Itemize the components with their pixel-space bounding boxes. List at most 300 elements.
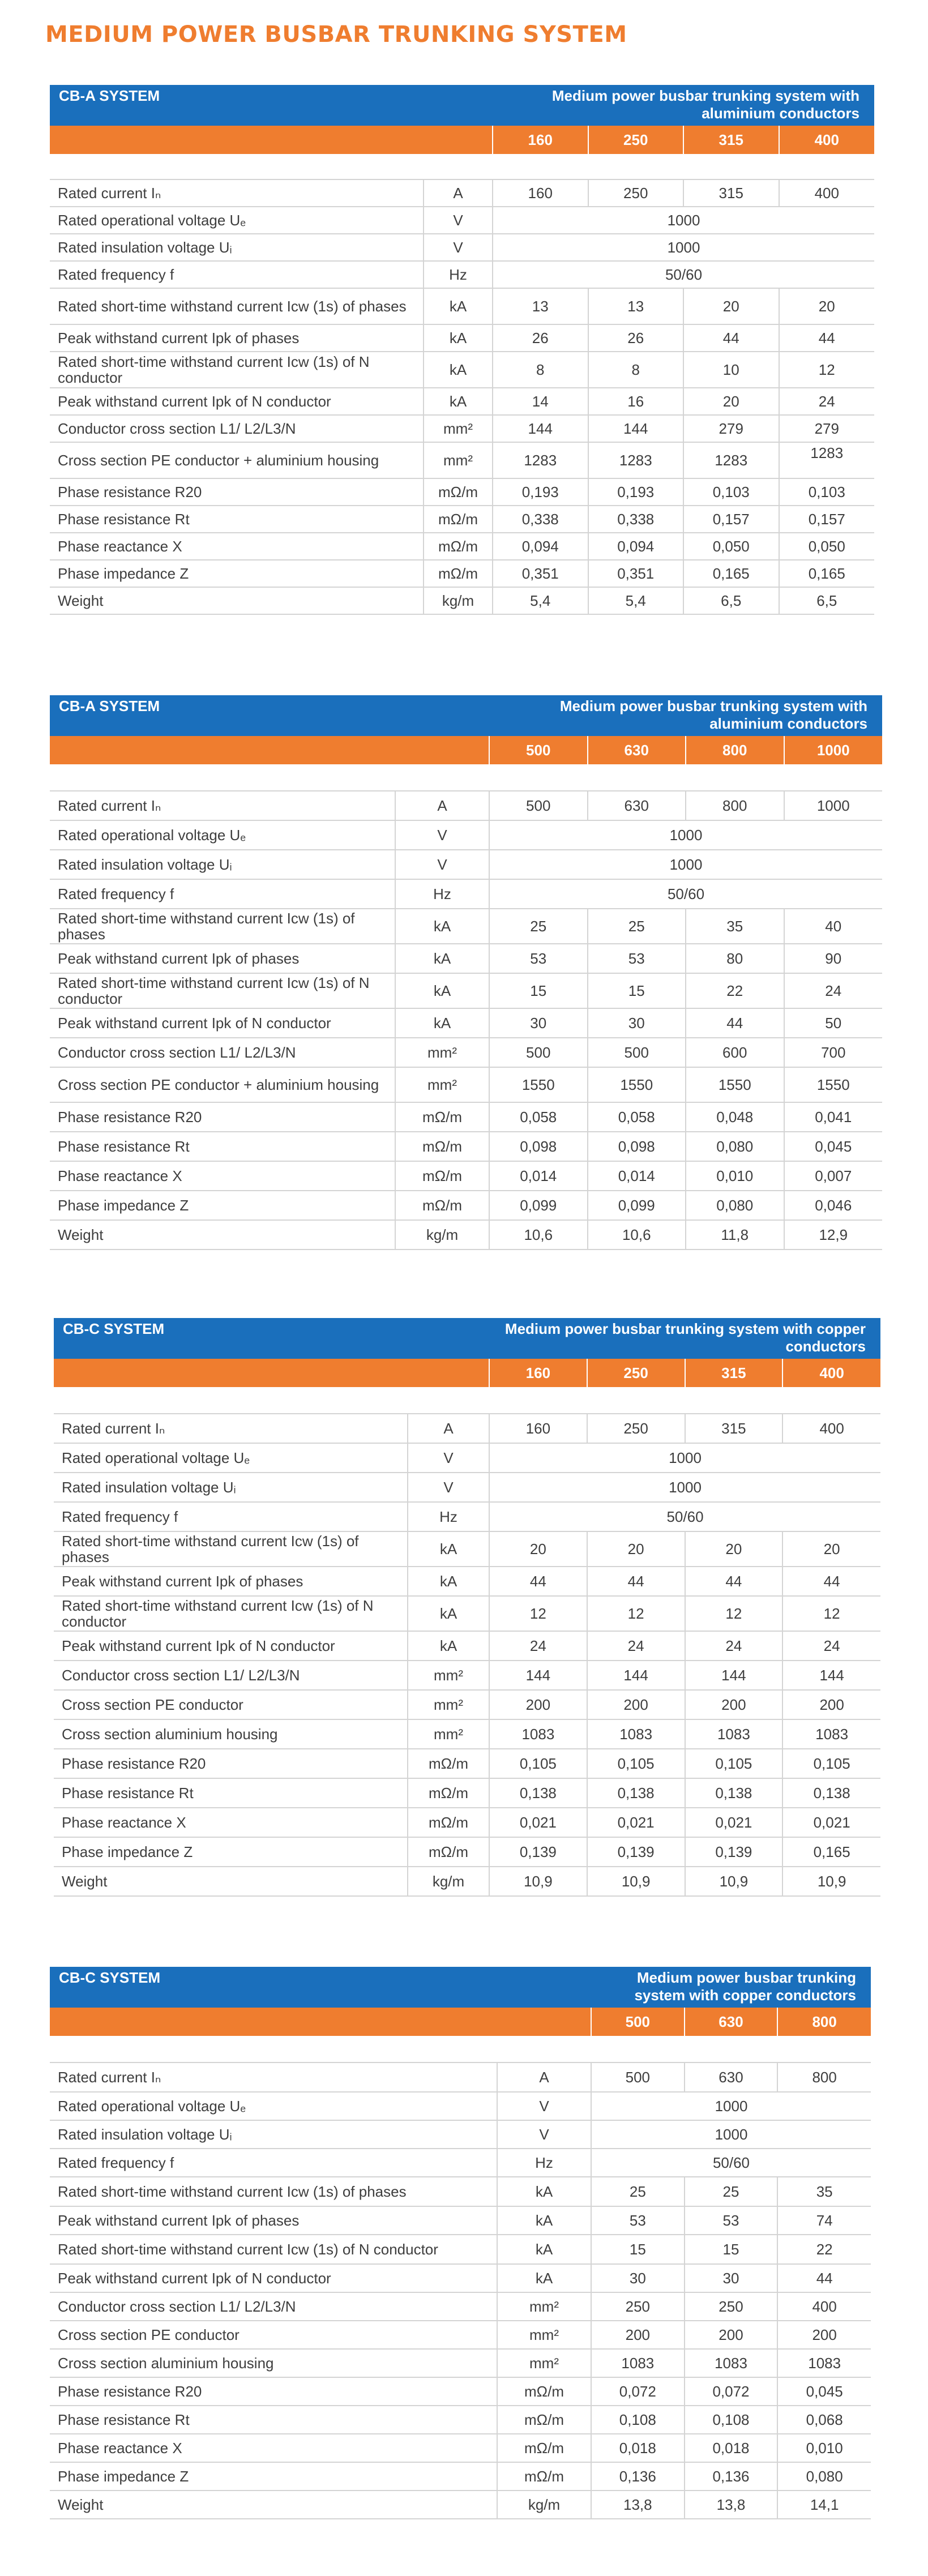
table-row [50, 478, 874, 506]
value-cell: 630 [588, 791, 686, 820]
value-cell: 500 [489, 791, 588, 820]
param-phase-impedance-z: Phase impedance Z [50, 1191, 395, 1220]
value-cell: 200 [489, 1690, 587, 1719]
value-cell: 0,351 [493, 560, 588, 587]
unit-cell: mΩ/m [395, 1102, 489, 1132]
system-name: CB-C SYSTEM [50, 1967, 591, 2008]
value-cell: 53 [588, 944, 686, 973]
value-cell: 800 [777, 2062, 871, 2092]
value-cell: 0,021 [782, 1808, 880, 1837]
param-peak-withstand-current-ipk-of-n-conductor: Peak withstand current Ipk of N conductor [50, 1008, 395, 1038]
system-description: Medium power busbar trunking system with aluminium conductors [493, 85, 874, 126]
table-row [50, 820, 882, 850]
unit-cell: Hz [395, 879, 489, 909]
value-cell: 15 [588, 973, 686, 1008]
value-cell: 13,8 [591, 2491, 685, 2519]
unit-cell: A [395, 791, 489, 820]
param-rated-operational-voltage-u: Rated operational voltage Uₑ [54, 1443, 408, 1473]
param-conductor-cross-section-l1-l2-l3-n: Conductor cross section L1/ L2/L3/N [54, 1661, 408, 1690]
value-cell: 0,080 [686, 1191, 784, 1220]
table-row [54, 1749, 880, 1778]
value-cell: 24 [784, 973, 883, 1008]
table-row [50, 2349, 871, 2377]
unit-cell: mΩ/m [497, 2434, 591, 2462]
value-cell-merged: 50/60 [489, 879, 882, 909]
value-cell: 44 [686, 1008, 784, 1038]
value-cell: 20 [683, 388, 779, 415]
table-row [50, 207, 874, 234]
value-cell: 0,014 [588, 1161, 686, 1191]
table-row [54, 1531, 880, 1567]
value-cell: 0,105 [685, 1749, 783, 1778]
param-rated-short-time-withstand-current-icw-1s-of-pha: Rated short-time withstand current Icw (1s) of phases [54, 1531, 408, 1567]
table-row [50, 850, 882, 879]
value-cell: 30 [591, 2264, 685, 2292]
value-cell: 14,1 [777, 2491, 871, 2519]
value-cell: 630 [685, 2062, 778, 2092]
param-rated-frequency-f: Rated frequency f [50, 879, 395, 909]
value-cell-merged: 50/60 [591, 2149, 871, 2177]
table-row [50, 2092, 871, 2120]
value-cell: 15 [591, 2235, 685, 2264]
table-row [50, 261, 874, 288]
value-cell: 250 [587, 1414, 685, 1443]
value-cell: 50 [784, 1008, 883, 1038]
rating-column-header: 160 [489, 1359, 587, 1387]
value-cell: 1083 [587, 1719, 685, 1749]
value-cell: 0,098 [489, 1132, 588, 1161]
value-cell: 35 [686, 909, 784, 944]
param-rated-current-i: Rated current Iₙ [54, 1414, 408, 1443]
table-row [54, 1596, 880, 1631]
value-cell: 10,9 [782, 1867, 880, 1896]
value-cell-merged: 1000 [489, 1443, 880, 1473]
param-weight: Weight [54, 1867, 408, 1896]
value-cell-merged: 1000 [489, 1473, 880, 1502]
value-cell: 15 [685, 2235, 778, 2264]
value-cell: 25 [591, 2177, 685, 2206]
value-cell: 24 [685, 1631, 783, 1661]
unit-cell: kA [395, 1008, 489, 1038]
value-cell: 0,338 [493, 506, 588, 533]
rating-column-header: 630 [588, 736, 686, 764]
value-cell: 0,014 [489, 1161, 588, 1191]
param-rated-current-i: Rated current Iₙ [50, 179, 424, 207]
value-cell: 12 [489, 1596, 587, 1631]
rating-header-blank [54, 1359, 489, 1387]
value-cell: 600 [686, 1038, 784, 1067]
value-cell: 0,157 [779, 506, 875, 533]
value-cell-merged: 1000 [489, 820, 882, 850]
table-row [54, 1837, 880, 1867]
value-cell: 0,048 [686, 1102, 784, 1132]
rating-column-header: 1000 [784, 736, 883, 764]
unit-cell: V [497, 2120, 591, 2149]
value-cell: 20 [779, 288, 875, 324]
param-peak-withstand-current-ipk-of-phases: Peak withstand current Ipk of phases [54, 1567, 408, 1596]
value-cell: 12 [587, 1596, 685, 1631]
param-phase-reactance-x: Phase reactance X [50, 2434, 497, 2462]
unit-cell: kA [497, 2177, 591, 2206]
table-row [50, 2120, 871, 2149]
value-cell: 0,045 [777, 2377, 871, 2406]
value-cell: 25 [588, 909, 686, 944]
table-row [50, 533, 874, 560]
value-cell: 1283 [588, 442, 684, 478]
table-row [50, 2462, 871, 2491]
unit-cell: kA [408, 1567, 489, 1596]
value-cell: 13,8 [685, 2491, 778, 2519]
spec-table [54, 1318, 880, 1897]
value-cell: 80 [686, 944, 784, 973]
unit-cell: mΩ/m [424, 506, 493, 533]
param-rated-frequency-f: Rated frequency f [50, 261, 424, 288]
rating-header-row [50, 736, 882, 764]
value-cell: 90 [784, 944, 883, 973]
unit-cell: V [395, 820, 489, 850]
param-phase-reactance-x: Phase reactance X [50, 1161, 395, 1191]
param-cross-section-pe-conductor-aluminium-housing: Cross section PE conductor + aluminium housing [50, 442, 424, 478]
value-cell: 20 [782, 1531, 880, 1567]
value-cell: 1083 [777, 2349, 871, 2377]
value-cell: 24 [587, 1631, 685, 1661]
value-cell: 0,094 [493, 533, 588, 560]
value-cell: 22 [686, 973, 784, 1008]
param-weight: Weight [50, 1220, 395, 1250]
table-row [50, 944, 882, 973]
param-phase-resistance-r20: Phase resistance R20 [50, 1102, 395, 1132]
rating-column-header: 500 [489, 736, 588, 764]
value-cell: 44 [779, 324, 875, 352]
value-cell: 0,099 [489, 1191, 588, 1220]
page-title: MEDIUM POWER BUSBAR TRUNKING SYSTEM [45, 22, 627, 48]
unit-cell: mm² [497, 2349, 591, 2377]
value-cell: 1550 [489, 1067, 588, 1102]
spec-table [50, 85, 874, 615]
value-cell: 53 [591, 2206, 685, 2235]
table-row [50, 388, 874, 415]
unit-cell: kg/m [395, 1220, 489, 1250]
spec-table-block [50, 695, 882, 1250]
unit-cell: kA [424, 352, 493, 388]
value-cell: 10,6 [489, 1220, 588, 1250]
spacer-row [50, 154, 874, 179]
value-cell-merged: 1000 [591, 2120, 871, 2149]
value-cell: 22 [777, 2235, 871, 2264]
unit-cell: A [408, 1414, 489, 1443]
value-cell: 0,105 [587, 1749, 685, 1778]
param-phase-resistance-r20: Phase resistance R20 [50, 478, 424, 506]
value-cell: 30 [489, 1008, 588, 1038]
table-row [50, 2062, 871, 2092]
param-cross-section-aluminium-housing: Cross section aluminium housing [50, 2349, 497, 2377]
table-row [54, 1502, 880, 1531]
table-row [50, 2235, 871, 2264]
unit-cell: mm² [424, 442, 493, 478]
unit-cell: kA [424, 388, 493, 415]
unit-cell: kA [408, 1531, 489, 1567]
param-phase-impedance-z: Phase impedance Z [50, 2462, 497, 2491]
value-cell: 279 [683, 415, 779, 442]
unit-cell: kA [424, 324, 493, 352]
value-cell: 12 [779, 352, 875, 388]
value-cell: 24 [489, 1631, 587, 1661]
value-cell: 5,4 [588, 587, 684, 614]
table-row [50, 415, 874, 442]
table-row [50, 506, 874, 533]
table-row [50, 1161, 882, 1191]
value-cell: 24 [782, 1631, 880, 1661]
value-cell: 25 [685, 2177, 778, 2206]
table-row [50, 2377, 871, 2406]
value-cell: 5,4 [493, 587, 588, 614]
unit-cell: mΩ/m [395, 1191, 489, 1220]
system-description: Medium power busbar trunking system with copper conductors [489, 1318, 880, 1359]
value-cell: 0,139 [587, 1837, 685, 1867]
value-cell: 20 [587, 1531, 685, 1567]
value-cell: 0,007 [784, 1161, 883, 1191]
spec-table-block [50, 85, 874, 615]
unit-cell: V [424, 207, 493, 234]
unit-cell: mΩ/m [408, 1837, 489, 1867]
value-cell: 44 [683, 324, 779, 352]
value-cell: 0,193 [493, 478, 588, 506]
value-cell: 0,103 [683, 478, 779, 506]
value-cell: 200 [685, 2321, 778, 2349]
unit-cell: kA [497, 2264, 591, 2292]
value-cell: 0,068 [777, 2406, 871, 2434]
param-rated-current-i: Rated current Iₙ [50, 791, 395, 820]
param-rated-frequency-f: Rated frequency f [50, 2149, 497, 2177]
param-peak-withstand-current-ipk-of-n-conductor: Peak withstand current Ipk of N conductor [50, 2264, 497, 2292]
value-cell: 1283 [493, 442, 588, 478]
param-weight: Weight [50, 587, 424, 614]
table-row [50, 1132, 882, 1161]
value-cell: 144 [489, 1661, 587, 1690]
rating-column-header: 315 [685, 1359, 783, 1387]
unit-cell: mΩ/m [408, 1749, 489, 1778]
table-row [50, 1191, 882, 1220]
param-rated-short-time-withstand-current-icw-1s-of-pha: Rated short-time withstand current Icw (1s) of phases [50, 2177, 497, 2206]
param-cross-section-pe-conductor: Cross section PE conductor [50, 2321, 497, 2349]
rating-column-header: 800 [777, 2008, 871, 2036]
table-row [50, 352, 874, 388]
value-cell: 16 [588, 388, 684, 415]
value-cell: 10,9 [489, 1867, 587, 1896]
unit-cell: Hz [408, 1502, 489, 1531]
value-cell: 0,165 [683, 560, 779, 587]
value-cell: 44 [777, 2264, 871, 2292]
unit-cell: kA [408, 1596, 489, 1631]
value-cell: 0,021 [489, 1808, 587, 1837]
value-cell: 25 [489, 909, 588, 944]
system-header-row [50, 1967, 871, 2008]
value-cell: 13 [588, 288, 684, 324]
value-cell: 0,103 [779, 478, 875, 506]
table-row [50, 2149, 871, 2177]
value-cell: 315 [683, 179, 779, 207]
value-cell: 0,165 [779, 560, 875, 587]
param-rated-insulation-voltage-u: Rated insulation voltage Uᵢ [50, 2120, 497, 2149]
unit-cell: mΩ/m [408, 1808, 489, 1837]
unit-cell: A [424, 179, 493, 207]
param-peak-withstand-current-ipk-of-phases: Peak withstand current Ipk of phases [50, 2206, 497, 2235]
value-cell: 0,021 [587, 1808, 685, 1837]
value-cell: 0,138 [685, 1778, 783, 1808]
param-rated-current-i: Rated current Iₙ [50, 2062, 497, 2092]
value-cell: 500 [588, 1038, 686, 1067]
table-row [50, 1008, 882, 1038]
value-cell: 1083 [782, 1719, 880, 1749]
spacer-cell [50, 154, 874, 179]
value-cell: 30 [685, 2264, 778, 2292]
unit-cell: mΩ/m [497, 2377, 591, 2406]
spec-table [50, 695, 882, 1250]
value-cell: 30 [588, 1008, 686, 1038]
table-row [50, 2206, 871, 2235]
param-rated-operational-voltage-u: Rated operational voltage Uₑ [50, 207, 424, 234]
value-cell: 144 [588, 415, 684, 442]
param-conductor-cross-section-l1-l2-l3-n: Conductor cross section L1/ L2/L3/N [50, 415, 424, 442]
unit-cell: kA [395, 909, 489, 944]
param-phase-resistance-rt: Phase resistance Rt [50, 506, 424, 533]
param-rated-insulation-voltage-u: Rated insulation voltage Uᵢ [50, 850, 395, 879]
table-row [50, 1220, 882, 1250]
value-cell: 11,8 [686, 1220, 784, 1250]
value-cell: 400 [779, 179, 875, 207]
spacer-cell [54, 1387, 880, 1414]
param-phase-impedance-z: Phase impedance Z [50, 560, 424, 587]
value-cell: 12 [782, 1596, 880, 1631]
table-row [54, 1567, 880, 1596]
value-cell: 0,018 [685, 2434, 778, 2462]
table-row [54, 1808, 880, 1837]
value-cell: 1083 [685, 2349, 778, 2377]
value-cell: 200 [782, 1690, 880, 1719]
rating-column-header: 160 [493, 126, 588, 154]
value-cell: 315 [685, 1414, 783, 1443]
param-phase-resistance-rt: Phase resistance Rt [50, 1132, 395, 1161]
value-cell: 0,010 [777, 2434, 871, 2462]
value-cell: 1550 [784, 1067, 883, 1102]
table-row [50, 2321, 871, 2349]
value-cell: 12,9 [784, 1220, 883, 1250]
value-cell: 0,193 [588, 478, 684, 506]
table-row [54, 1661, 880, 1690]
value-cell: 0,018 [591, 2434, 685, 2462]
spacer-cell [50, 2036, 871, 2062]
value-cell: 1000 [784, 791, 883, 820]
param-phase-resistance-rt: Phase resistance Rt [54, 1778, 408, 1808]
unit-cell: kA [497, 2206, 591, 2235]
value-cell-merged: 1000 [493, 234, 874, 261]
table-row [50, 234, 874, 261]
table-row [50, 1067, 882, 1102]
rating-header-blank [50, 126, 493, 154]
table-row [54, 1414, 880, 1443]
value-cell: 500 [489, 1038, 588, 1067]
param-cross-section-pe-conductor-aluminium-housing: Cross section PE conductor + aluminium housing [50, 1067, 395, 1102]
value-cell: 144 [782, 1661, 880, 1690]
value-cell: 8 [588, 352, 684, 388]
value-cell: 0,080 [686, 1132, 784, 1161]
value-cell: 0,139 [685, 1837, 783, 1867]
spacer-row [50, 2036, 871, 2062]
spec-table-block [50, 1967, 871, 2519]
value-cell: 0,021 [685, 1808, 783, 1837]
system-name: CB-A SYSTEM [50, 85, 493, 126]
value-cell: 15 [489, 973, 588, 1008]
value-cell: 200 [587, 1690, 685, 1719]
param-conductor-cross-section-l1-l2-l3-n: Conductor cross section L1/ L2/L3/N [50, 2292, 497, 2321]
unit-cell: mm² [497, 2292, 591, 2321]
table-row [54, 1690, 880, 1719]
spec-table [50, 1967, 871, 2519]
value-cell: 400 [777, 2292, 871, 2321]
value-cell: 35 [777, 2177, 871, 2206]
unit-cell: mΩ/m [497, 2462, 591, 2491]
value-cell: 74 [777, 2206, 871, 2235]
param-rated-short-time-withstand-current-icw-1s-of-pha: Rated short-time withstand current Icw (1s) of phases [50, 288, 424, 324]
value-cell: 1083 [685, 1719, 783, 1749]
table-row [50, 1102, 882, 1132]
rating-column-header: 800 [686, 736, 784, 764]
unit-cell: mm² [408, 1661, 489, 1690]
value-cell-merged: 1000 [489, 850, 882, 879]
table-row [54, 1778, 880, 1808]
value-cell: 10,9 [685, 1867, 783, 1896]
value-cell: 0,157 [683, 506, 779, 533]
param-rated-insulation-voltage-u: Rated insulation voltage Uᵢ [50, 234, 424, 261]
spacer-cell [50, 764, 882, 791]
value-cell: 144 [685, 1661, 783, 1690]
value-cell: 0,098 [588, 1132, 686, 1161]
rating-column-header: 500 [591, 2008, 685, 2036]
param-rated-short-time-withstand-current-icw-1s-of-pha: Rated short-time withstand current Icw (1s) of phases [50, 909, 395, 944]
param-cross-section-pe-conductor: Cross section PE conductor [54, 1690, 408, 1719]
value-cell: 1283 [779, 442, 875, 478]
unit-cell: kA [395, 944, 489, 973]
param-weight: Weight [50, 2491, 497, 2519]
unit-cell: mm² [395, 1067, 489, 1102]
value-cell: 44 [685, 1567, 783, 1596]
value-cell: 0,138 [587, 1778, 685, 1808]
value-cell: 10,6 [588, 1220, 686, 1250]
unit-cell: V [408, 1473, 489, 1502]
value-cell: 0,139 [489, 1837, 587, 1867]
system-description: Medium power busbar trunking system with aluminium conductors [489, 695, 882, 736]
table-row [54, 1867, 880, 1896]
value-cell-merged: 1000 [591, 2092, 871, 2120]
unit-cell: V [395, 850, 489, 879]
table-row [50, 2491, 871, 2519]
value-cell: 250 [588, 179, 684, 207]
value-cell: 160 [493, 179, 588, 207]
unit-cell: kg/m [408, 1867, 489, 1896]
value-cell: 1083 [591, 2349, 685, 2377]
value-cell: 0,050 [683, 533, 779, 560]
value-cell: 400 [782, 1414, 880, 1443]
system-name: CB-A SYSTEM [50, 695, 489, 736]
table-row [54, 1443, 880, 1473]
system-name: CB-C SYSTEM [54, 1318, 489, 1359]
unit-cell: mm² [408, 1719, 489, 1749]
param-rated-operational-voltage-u: Rated operational voltage Uₑ [50, 2092, 497, 2120]
table-row [50, 791, 882, 820]
rating-column-header: 400 [782, 1359, 880, 1387]
value-cell: 250 [591, 2292, 685, 2321]
value-cell: 200 [777, 2321, 871, 2349]
